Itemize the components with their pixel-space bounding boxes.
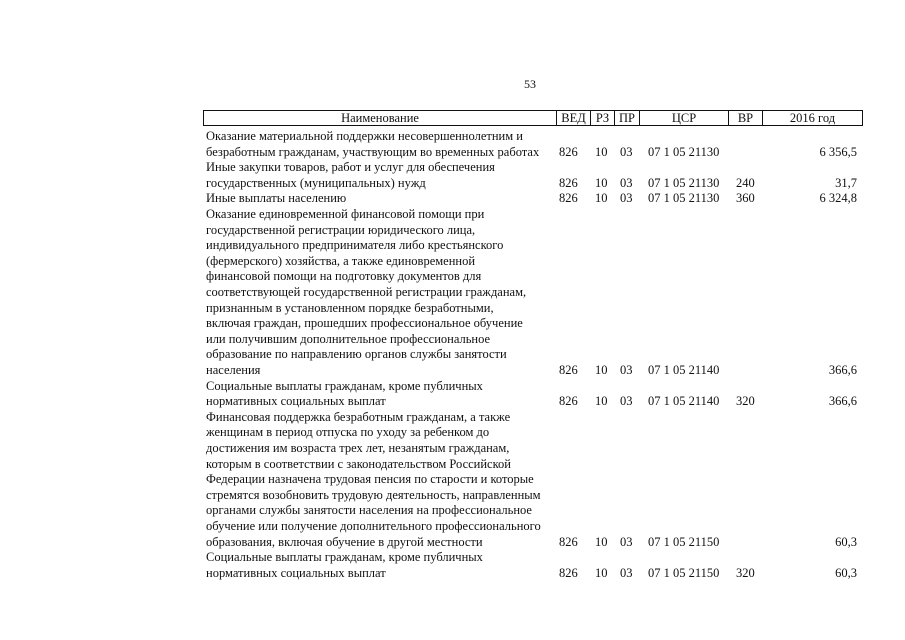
row-vr: 360 [736, 191, 755, 206]
row-vr: 320 [736, 394, 755, 409]
row-name-line: индивидуального предпринимателя либо крестьянского [206, 238, 504, 253]
row-name-line: нормативных социальных выплат [206, 394, 386, 409]
table-row [0, 191, 905, 207]
row-amount: 366,6 [828, 363, 857, 377]
row-pr: 03 [620, 175, 633, 190]
row-rz: 10 [595, 363, 608, 377]
row-amount: 6 324,8 [819, 191, 857, 206]
header-pr: ПР [615, 111, 640, 125]
row-name-line: финансовой помощи на подготовку документов для [206, 269, 482, 284]
row-name-line: Социальные выплаты гражданам, кроме публичных [206, 378, 483, 393]
row-name [206, 160, 551, 191]
row-name-line: образование по направлению органов службы занятости [206, 347, 507, 362]
table-row [0, 207, 905, 379]
row-name-line: органами службы занятости населения на профессиональное [206, 503, 532, 518]
row-name-line: (фермерского) хозяйства, а также единовременной [206, 253, 476, 268]
row-pr: 03 [620, 144, 633, 159]
table-row [0, 129, 905, 160]
row-pr: 03 [620, 394, 633, 409]
row-ved: 826 [559, 534, 578, 549]
table-row [0, 379, 905, 410]
row-name-line: стремятся возобновить трудовую деятельность, направленным [206, 487, 541, 502]
table-header [203, 110, 863, 126]
row-rz: 10 [595, 191, 608, 206]
row-name-line: Федерации назначена трудовая пенсия по старости и которые [206, 472, 534, 487]
row-csr: 07 1 05 21140 [648, 394, 720, 409]
row-name [206, 410, 551, 550]
header-vr: ВР [729, 111, 763, 125]
row-name-line: образования, включая обучение в другой местности [206, 534, 483, 549]
row-name-line: Иные выплаты населению [206, 191, 347, 206]
row-name-line: государственной регистрации юридического лица, [206, 222, 476, 237]
page-number: 53 [524, 77, 536, 91]
row-amount: 31,7 [835, 175, 857, 190]
row-pr: 03 [620, 565, 633, 580]
row-rz: 10 [595, 394, 608, 409]
row-rz: 10 [595, 565, 608, 580]
row-name-line: Оказание материальной поддержки несовершеннолетним и [206, 129, 523, 143]
row-ved: 826 [559, 144, 578, 159]
row-name-line: признанным в установленном порядке безработными, [206, 300, 494, 315]
row-csr: 07 1 05 21150 [648, 534, 720, 549]
row-name [206, 550, 551, 581]
row-csr: 07 1 05 21130 [648, 175, 720, 190]
row-rz: 10 [595, 534, 608, 549]
row-name-line: нормативных социальных выплат [206, 565, 386, 580]
row-ved: 826 [559, 191, 578, 206]
row-amount: 60,3 [835, 534, 857, 549]
row-name-line: которым в соответствии с законодательством Российской [206, 456, 511, 471]
row-name [206, 191, 551, 207]
row-ved: 826 [559, 565, 578, 580]
row-name-line: безработным гражданам, участвующим во временных работах [206, 144, 540, 159]
row-vr: 240 [736, 175, 755, 190]
row-name-line: соответствующей государственной регистрации гражданам, [206, 284, 527, 299]
header-name: Наименование [204, 111, 557, 125]
table-row [0, 410, 905, 550]
row-name-line: Оказание единовременной финансовой помощи при [206, 207, 485, 221]
row-amount: 6 356,5 [819, 144, 857, 159]
header-csr: ЦСР [640, 111, 729, 125]
row-pr: 03 [620, 534, 633, 549]
row-amount: 60,3 [835, 565, 857, 580]
row-name-line: Социальные выплаты гражданам, кроме публичных [206, 550, 483, 565]
row-name-line: государственных (муниципальных) нужд [206, 175, 426, 190]
header-rz: РЗ [591, 111, 615, 125]
header-ved: ВЕД [557, 111, 591, 125]
row-ved: 826 [559, 394, 578, 409]
row-amount: 366,6 [828, 394, 857, 409]
row-name-line: Иные закупки товаров, работ и услуг для обеспечения [206, 160, 495, 175]
row-name-line: включая граждан, прошедших профессиональное обучение [206, 316, 523, 331]
row-ved: 826 [559, 363, 578, 377]
row-name-line: Финансовая поддержка безработным гражданам, а также [206, 409, 511, 424]
row-csr: 07 1 05 21140 [648, 363, 720, 377]
row-ved: 826 [559, 175, 578, 190]
row-csr: 07 1 05 21130 [648, 144, 720, 159]
header-year: 2016 год [789, 111, 836, 125]
table-row [0, 160, 905, 191]
row-name-line: достижения им возраста трех лет, незанятым гражданам, [206, 440, 510, 455]
row-name [206, 129, 551, 160]
row-name [206, 379, 551, 410]
row-rz: 10 [595, 144, 608, 159]
row-csr: 07 1 05 21130 [648, 191, 720, 206]
row-name-line: или получившим дополнительное профессиональное [206, 331, 491, 346]
table-row [0, 550, 905, 581]
row-pr: 03 [620, 191, 633, 206]
row-name-line: женщинам в период отпуска по уходу за ребенком до [206, 425, 490, 440]
row-name-line: обучение или получение дополнительного профессионального [206, 518, 541, 533]
row-name-line: населения [206, 362, 261, 377]
row-csr: 07 1 05 21150 [648, 565, 720, 580]
row-pr: 03 [620, 363, 633, 377]
row-name [206, 207, 551, 379]
row-vr: 320 [736, 565, 755, 580]
row-rz: 10 [595, 175, 608, 190]
